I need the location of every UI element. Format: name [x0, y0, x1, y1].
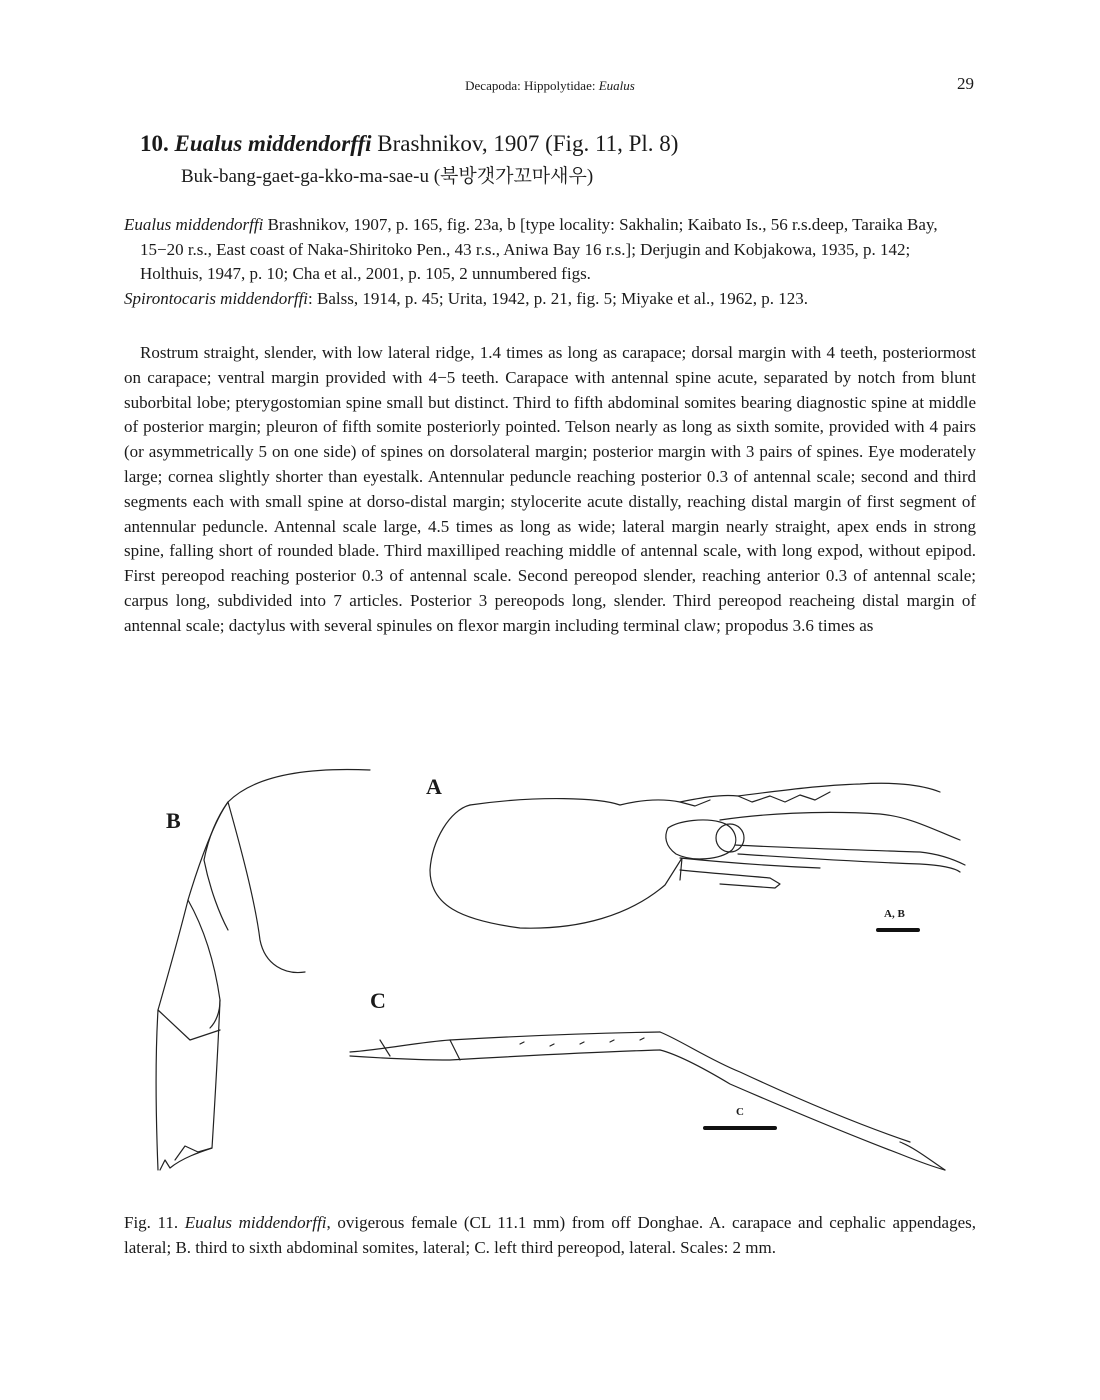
species-authority: Brashnikov, 1907 (Fig. 11, Pl. 8) — [371, 131, 679, 156]
scale-label-ab: A, B — [884, 908, 905, 920]
figure-illustration — [120, 750, 980, 1180]
species-common-name: Buk-bang-gaet-ga-kko-ma-sae-u (북방갯가꼬마새우) — [181, 166, 594, 187]
synonym-name: Eualus middendorffi — [124, 215, 264, 234]
caption-species: Eualus middendorffi — [184, 1213, 327, 1232]
scale-label-c: C — [736, 1106, 744, 1118]
figure-11 — [120, 750, 980, 1180]
panel-c-drawing — [350, 1032, 945, 1170]
species-description: Rostrum straight, slender, with low lateral ridge, 1.4 times as long as carapace; dorsal margin with 4 teeth, posteriormost on carapace; ventral margin provided with 4−5 teeth. Carapace with antennal spine acute, separated by notch from blunt suborbital lobe; pterygostomian spine small but distinct. Third to fifth abdominal somites bearing diagnostic spine at middle of posterior margin; pleuron of fifth somite posteriorly pointed. Telson nearly as long as sixth somite, provided with 4 pairs (or asymmetrically 5 on one side) of spines on dorsolateral margin; posterior margin with 3 pairs of spines. Eye moderately large; cornea slightly shorter than eyestalk. Antennular peduncle reaching posterior 0.3 of antennal scale; second and third segments each with small spine at dorso-distal margin; stylocerite acute distally, reaching distal margin of first segment of antennular peduncle. Antennal scale large, 4.5 times as long as wide; lateral margin nearly straight, apex ends in strong spine, falling short of rounded blade. Third maxilliped reaching middle of antennal scale, with long expod, without epipod. First pereopod reaching posterior 0.3 of antennal scale. Second pereopod slender, reaching anterior 0.3 of antennal scale; carpus long, subdivided into 7 articles. Posterior 3 pereopods long, slender. Third pereopod reacheing distal margin of antennal scale; dactylus with several spinules on flexor margin including terminal claw; propodus 3.6 times as — [124, 343, 976, 635]
species-scientific-name: Eualus middendorffi — [174, 131, 372, 156]
species-heading — [140, 130, 678, 158]
panel-label-c: C — [370, 988, 386, 1013]
panel-label-b: B — [166, 808, 181, 833]
synonym-references: Brashnikov, 1907, p. 165, fig. 23a, b [type locality: Sakhalin; Kaibato Is., 56 r.s.deep, Taraika Bay, 15−20 r.s., East coast of Naka-Shiritoko Pen., 43 r.s., Aniwa Bay 16 r.s.]; Derjugin and Kobjakowa, 1935, p. 142; Holthuis, 1947, p. 10; Cha et al., 2001, p. 105, 2 unnumbered figs. — [140, 215, 938, 283]
synonymy-list — [124, 213, 976, 311]
panel-a-drawing — [430, 783, 965, 928]
synonym-name: Spirontocaris middendorffi — [124, 288, 309, 308]
running-head-genus: Eualus — [598, 78, 635, 93]
running-head — [0, 78, 1100, 94]
caption-prefix: Fig. 11. — [124, 1213, 185, 1232]
page-number: 29 — [957, 74, 974, 93]
panel-label-a: A — [426, 774, 442, 799]
figure-caption — [124, 1210, 976, 1260]
synonymy-entry — [124, 213, 976, 287]
synonym-references: : Balss, 1914, p. 45; Urita, 1942, p. 21, fig. 5; Miyake et al., 1962, p. 123. — [308, 288, 809, 308]
synonymy-entry — [124, 287, 976, 312]
species-number: 10. — [140, 131, 169, 156]
running-head-prefix: Decapoda: Hippolytidae: — [465, 78, 599, 93]
panel-b-drawing — [156, 769, 370, 1170]
caption-text: , ovigerous female (CL 11.1 mm) from off Donghae. A. carapace and cephalic appendages, lateral; B. third to sixth abdominal somites, lateral; C. left third pereopod, lateral. Scales: 2 mm. — [124, 1213, 976, 1257]
